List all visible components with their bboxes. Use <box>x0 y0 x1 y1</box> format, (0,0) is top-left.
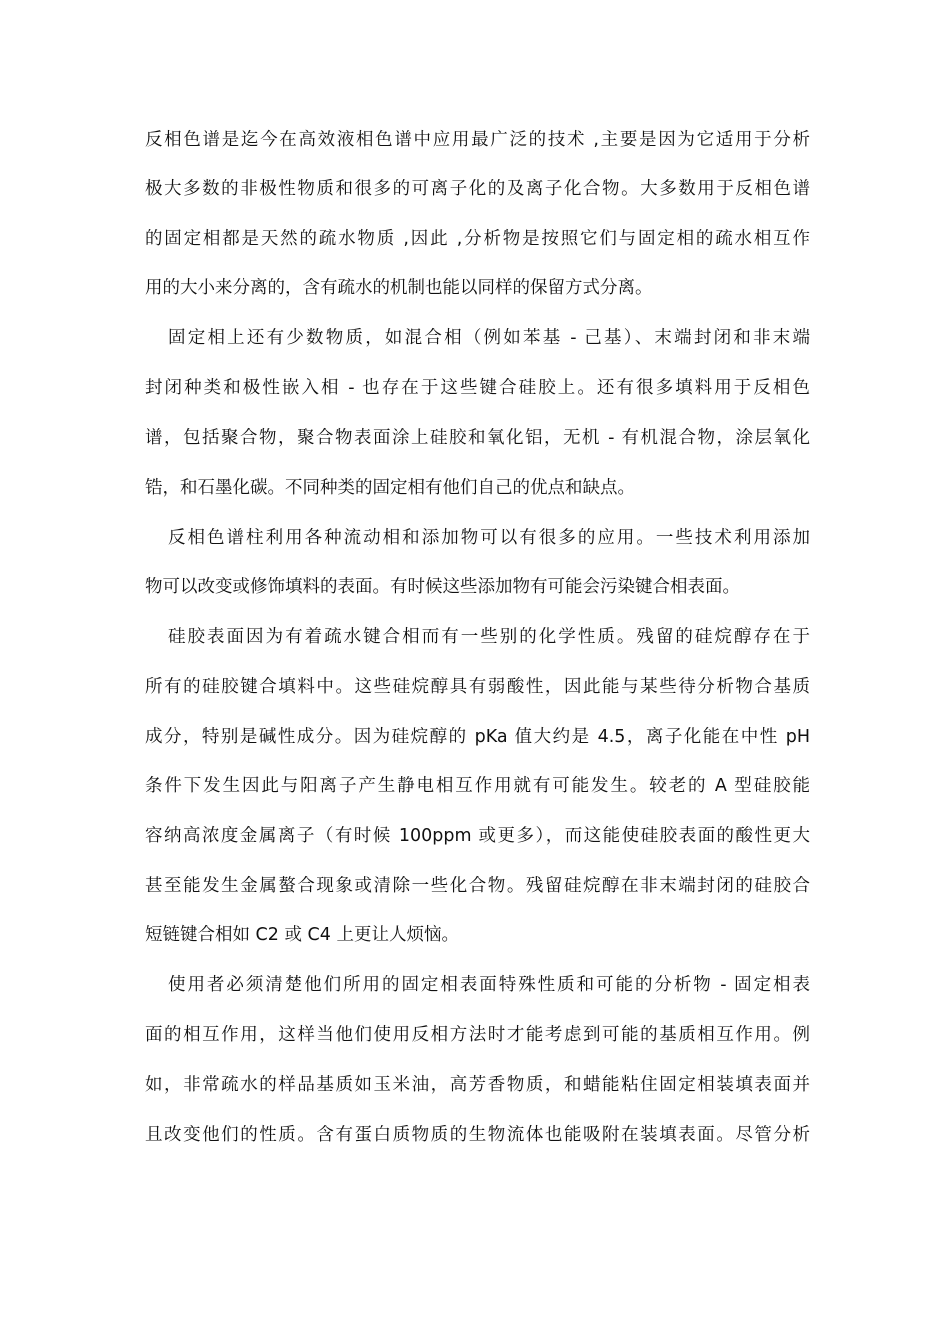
text-line: 用的大小来分离的，含有疏水的机制也能以同样的保留方式分离。 <box>145 278 653 298</box>
text-line: 硅胶表面因为有着疏水键合相而有一些别的化学性质。残留的硅烷醇存在于 <box>168 627 810 647</box>
text-line: 的固定相都是天然的疏水物质 ,因此 ,分析物是按照它们与固定相的疏水相互作 <box>145 229 810 249</box>
text-line: 所有的硅胶键合填料中。这些硅烷醇具有弱酸性，因此能与某些待分析物合基质 <box>145 677 810 697</box>
text-line: 反相色谱柱利用各种流动相和添加物可以有很多的应用。一些技术利用添加 <box>168 528 810 548</box>
text-line: 极大多数的非极性物质和很多的可离子化的及离子化合物。大多数用于反相色谱 <box>145 179 810 199</box>
text-line: 封闭种类和极性嵌入相 - 也存在于这些键合硅胶上。还有很多填料用于反相色 <box>145 378 810 398</box>
text-line: 甚至能发生金属螯合现象或清除一些化合物。残留硅烷醇在非末端封闭的硅胶合 <box>145 876 810 896</box>
text-line: 面的相互作用，这样当他们使用反相方法时才能考虑到可能的基质相互作用。例 <box>145 1025 810 1045</box>
text-line: 容纳高浓度金属离子（有时候 100ppm 或更多），而这能使硅胶表面的酸性更大 <box>145 826 810 846</box>
text-line: 条件下发生因此与阳离子产生静电相互作用就有可能发生。较老的 A 型硅胶能 <box>145 776 810 796</box>
text-line: 成分，特别是碱性成分。因为硅烷醇的 pKa 值大约是 4.5，离子化能在中性 pH <box>145 727 810 747</box>
text-line: 谱，包括聚合物，聚合物表面涂上硅胶和氧化铝，无机 - 有机混合物，涂层氧化 <box>145 428 810 448</box>
text-line: 短链键合相如 C2 或 C4 上更让人烦恼。 <box>145 925 459 945</box>
text-line: 且改变他们的性质。含有蛋白质物质的生物流体也能吸附在装填表面。尽管分析 <box>145 1125 810 1145</box>
text-line: 使用者必须清楚他们所用的固定相表面特殊性质和可能的分析物 - 固定相表 <box>168 975 810 995</box>
text-line: 固定相上还有少数物质，如混合相（例如苯基 - 己基）、末端封闭和非末端 <box>168 328 810 348</box>
text-line: 如，非常疏水的样品基质如玉米油，高芳香物质，和蜡能粘住固定相装填表面并 <box>145 1075 810 1095</box>
text-line: 物可以改变或修饰填料的表面。有时候这些添加物有可能会污染键合相表面。 <box>145 577 740 597</box>
text-line: 反相色谱是迄今在高效液相色谱中应用最广泛的技术 ,主要是因为它适用于分析 <box>145 130 810 150</box>
text-line: 锆，和石墨化碳。不同种类的固定相有他们自己的优点和缺点。 <box>145 478 635 498</box>
